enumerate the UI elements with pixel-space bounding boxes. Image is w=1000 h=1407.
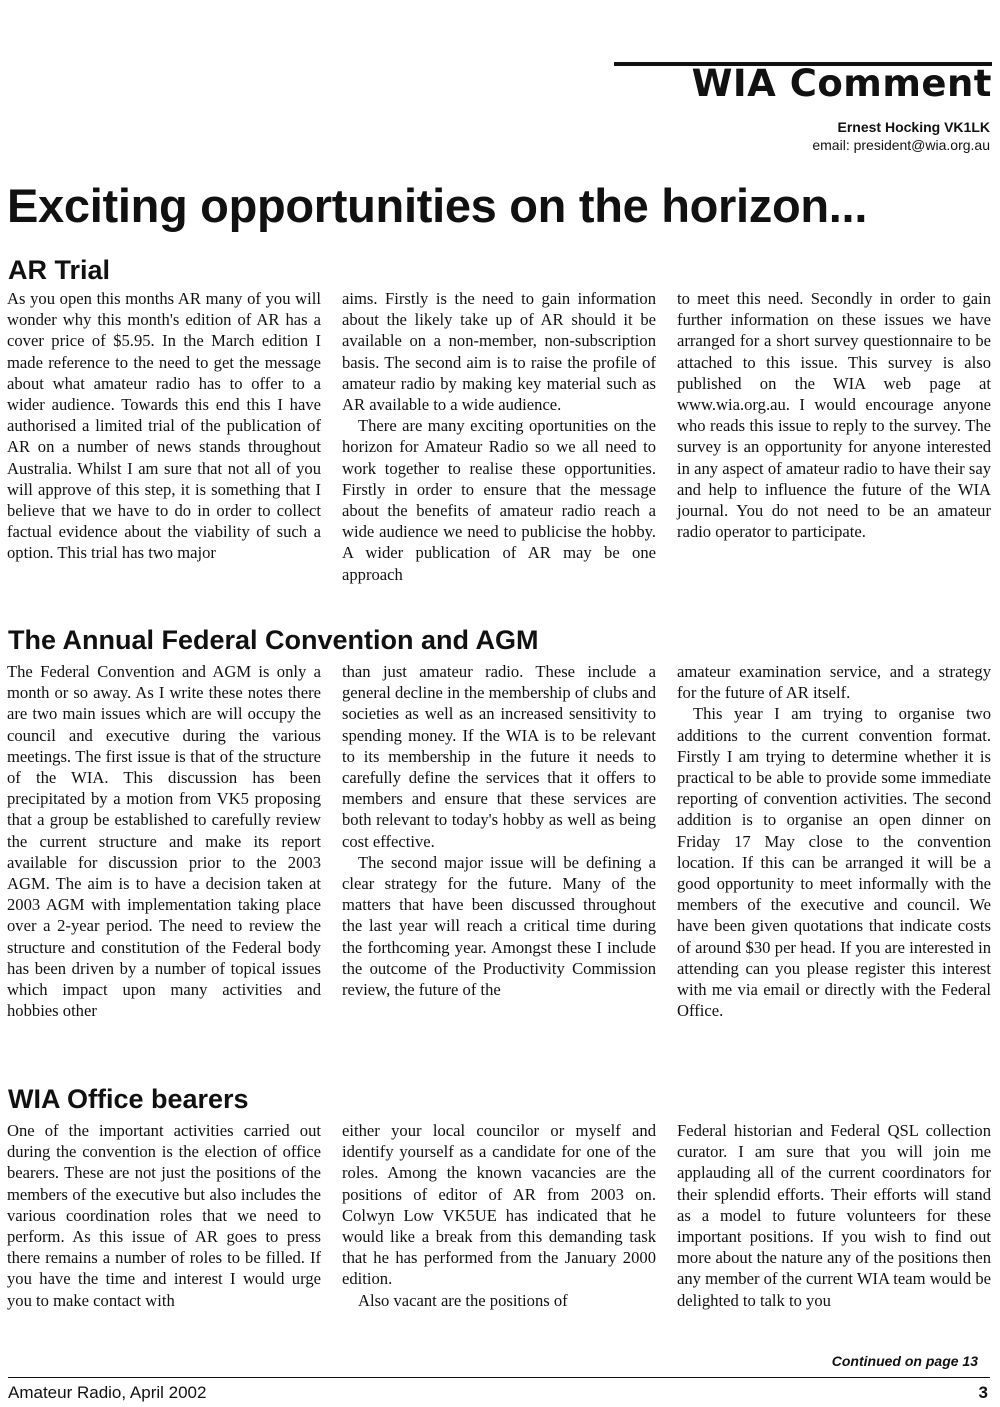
paragraph: As you open this months AR many of you will wonder why this month's edition of AR has a cover price of $5.95. In the March edition I made reference to the need to get the message about what amateur radio has to offer to a wider audience. Towards this end this I have authorised a limited trial of the publication of AR on a number of news stands throughout Australia. Whilst I am sure that not all of you will approve of this step, it is something that I believe that we have to do in order to collect factual evidence about the viability of such a option. This trial has two major xyxy=(7,289,321,563)
text-column xyxy=(677,1120,991,1311)
page-number: 3 xyxy=(978,1383,988,1402)
section-body-office-bearers xyxy=(7,1120,991,1311)
paragraph: Federal historian and Federal QSL collection curator. I am sure that you will join me applauding all of the current coordinators for their splendid efforts. Their efforts will stand as a model to future volunteers for these important positions. If you wish to find out more about the nature any of the positions then any member of the current WIA team would be delighted to talk to you xyxy=(677,1121,991,1310)
text-column xyxy=(7,288,321,585)
paragraph: than just amateur radio. These include a general decline in the membership of clubs and societies as well as an increased sensitivity to spending money. If the WIA is to be relevant to its membership in the future it needs to carefully define the services that it offers to members and ensure that these services are both relevant to today's hobby as well as being cost effective. xyxy=(342,662,656,851)
paragraph: either your local councilor or myself and identify yourself as a candidate for one of the roles. Among the known vacancies are the positions of editor of AR from 2003 on. Colwyn Low VK5UE has indicated that he would like a break from this demanding task that he has performed from the January 2000 edition. xyxy=(342,1121,656,1289)
paragraph: to meet this need. Secondly in order to gain further information on these issues we have arranged for a short survey questionnaire to be attached to this issue. This survey is also published on the WIA web page at www.wia.org.au. I would encourage anyone who reads this issue to reply to the survey. The survey is an opportunity for anyone interested in any aspect of amateur radio to have their say and help to influence the future of the WIA journal. You do not need to be an amateur radio operator to participate. xyxy=(677,289,991,542)
paragraph: There are many exciting oportunities on the horizon for Amateur Radio so we all need to work together to realise these opportunities. Firstly in order to ensure that the message about the benefits of amateur radio reach a wide audience we need to publicise the hobby. A wider publication of AR may be one approach xyxy=(342,416,656,584)
section-title-office-bearers: WIA Office bearers xyxy=(8,1084,249,1114)
text-column xyxy=(677,288,991,585)
author-email: email: president@wia.org.au xyxy=(812,137,990,153)
column-title: WIA Comment xyxy=(691,62,992,105)
text-column xyxy=(342,288,656,585)
text-column xyxy=(7,661,321,1021)
paragraph: This year I am trying to organise two additions to the current convention format. Firstly I am trying to determine whether it is practical to be able to provide some immediate reporting of convention activities. The second addition is to organise an open dinner on Friday 17 May close to the convention location. If this can be arranged it will be a good opportunity to meet informally with the members of the executive and council. We have been given quotations that indicate costs of around $30 per head. If you are interested in attending can you please register this interest with me via email or directly with the Federal Office. xyxy=(677,704,991,1021)
publication-info: Amateur Radio, April 2002 xyxy=(8,1383,207,1402)
continued-note: Continued on page 13 xyxy=(831,1353,978,1369)
page-headline: Exciting opportunities on the horizon... xyxy=(7,179,868,232)
text-column xyxy=(342,1120,656,1311)
paragraph: The Federal Convention and AGM is only a month or so away. As I write these notes there are two main issues which are will occupy the council and executive during the various meetings. The first issue is that of the structure of the WIA. This discussion has been precipitated by a motion from VK5 proposing that a group be established to carefully review the current structure and make its report available for discussion prior to the 2003 AGM. The aim is to have a decision taken at 2003 AGM with implementation taking place over a 2-year period. The need to review the structure and constitution of the Federal body has been driven by a number of topical issues which impact upon many activities and hobbies other xyxy=(7,662,321,1021)
section-title-ar-trial: AR Trial xyxy=(8,255,111,285)
paragraph: amateur examination service, and a strategy for the future of AR itself. xyxy=(677,662,991,703)
section-body-ar-trial xyxy=(7,288,991,585)
paragraph: aims. Firstly is the need to gain information about the likely take up of AR should it be available on a non-member, non-subscription basis. The second aim is to raise the profile of amateur radio by making key material such as AR available to a wide audience. xyxy=(342,289,656,415)
author-name: Ernest Hocking VK1LK xyxy=(837,119,990,135)
paragraph: Also vacant are the positions of xyxy=(358,1290,568,1310)
text-column xyxy=(342,661,656,1021)
paragraph: The second major issue will be defining a clear strategy for the future. Many of the matters that have been discussed throughout the last year will reach a critical time during the forthcoming year. Amongst these I include the outcome of the Productivity Commission review, the future of the xyxy=(342,852,656,1000)
text-column xyxy=(7,1120,321,1311)
section-body-federal-convention xyxy=(7,661,991,1021)
text-column xyxy=(677,661,991,1021)
footer-rule xyxy=(8,1377,990,1378)
paragraph: One of the important activities carried out during the convention is the election of office bearers. These are not just the positions of the members of the executive but also includes the various coordination roles that we need to perform. As this issue of AR goes to press there remains a number of roles to be filled. If you have the time and interest I would urge you to make contact with xyxy=(7,1121,321,1310)
section-title-federal-convention: The Annual Federal Convention and AGM xyxy=(8,625,539,655)
